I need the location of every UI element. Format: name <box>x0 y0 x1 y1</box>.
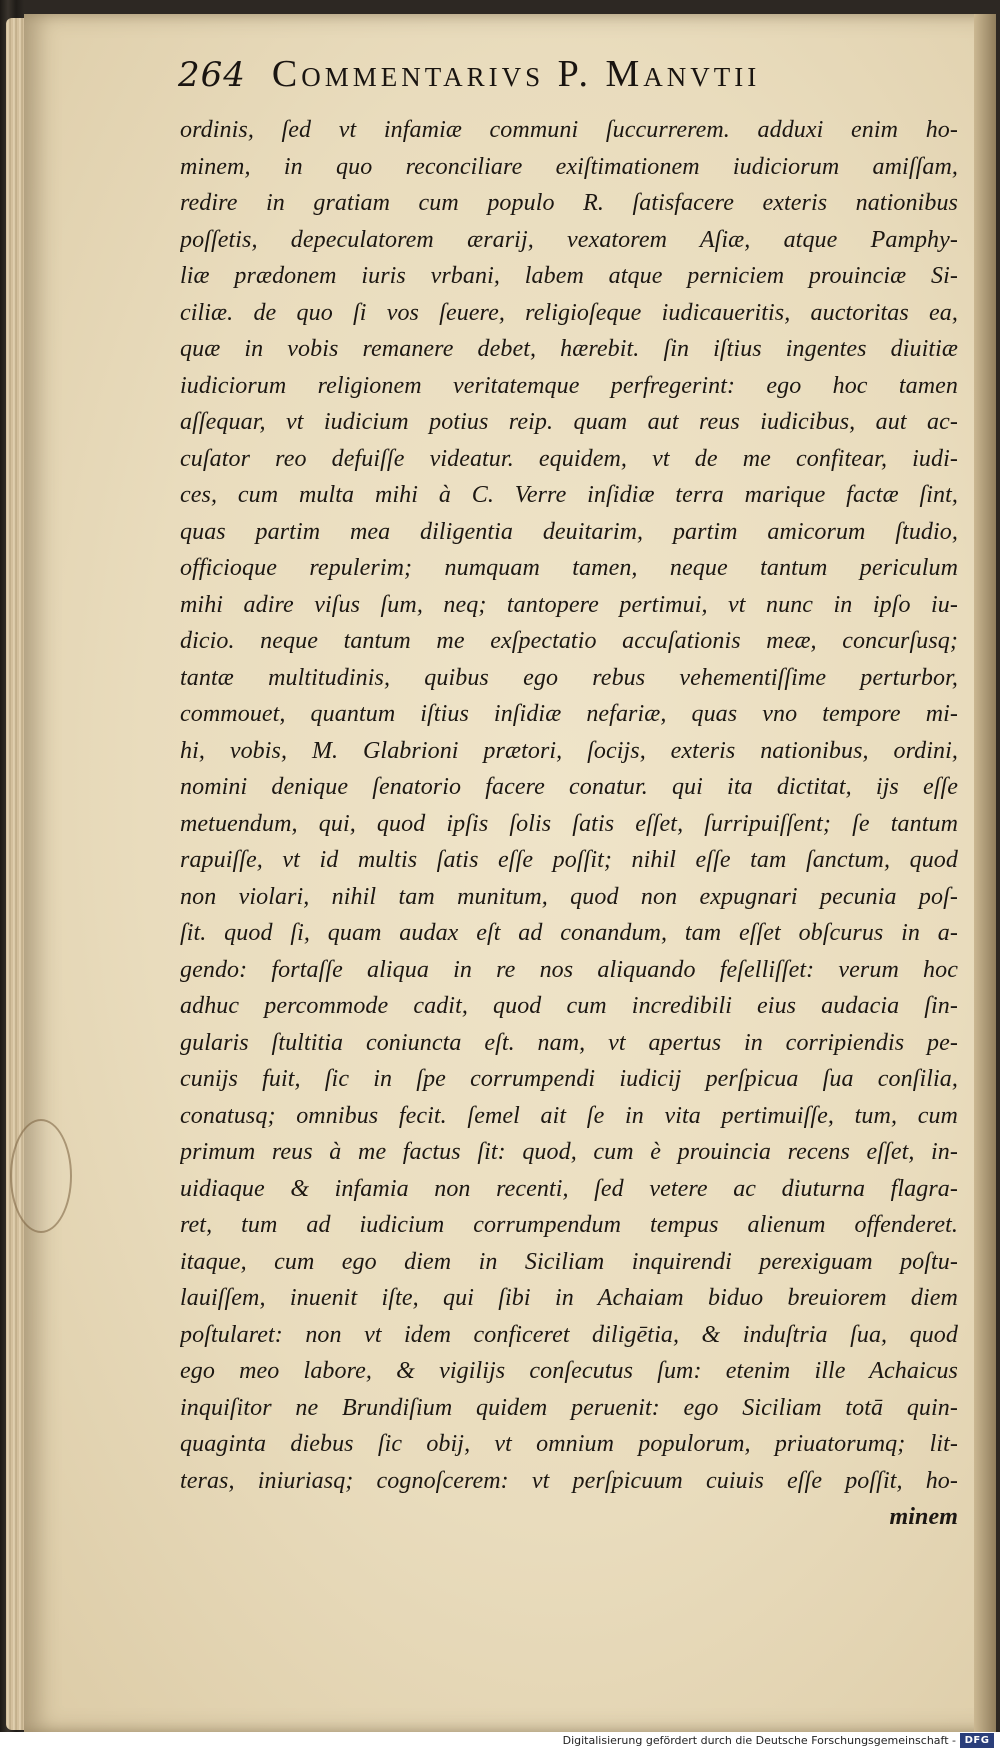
text-line: poſtularet: non vt idem conficeret diligētia, & induſtria ſua, quod <box>180 1321 958 1348</box>
text-line: mihi adire viſus ſum, neq; tantopere pertimui, vt nunc in ipſo iu- <box>180 591 958 618</box>
text-line: uidiaque & infamia non recenti, ſed vetere ac diuturna flagra- <box>180 1175 958 1202</box>
body-text <box>180 112 958 1536</box>
text-line: redire in gratiam cum populo R. ſatisfacere exteris nationibus <box>180 190 958 216</box>
text-line: officioque repulerim; numquam tamen, neque tantum periculum <box>180 555 958 581</box>
text-line: non violari, nihil tam munitum, quod non expugnari pecunia poſ- <box>180 883 958 910</box>
text-line: quæ in vobis remanere debet, hærebit. ſin iſtius ingentes diuitiæ <box>180 336 958 362</box>
text-line: ſit. quod ſi, quam audax eſt ad conandum, tam eſſet obſcurus in a- <box>180 920 958 946</box>
text-line: primum reus à me factus ſit: quod, cum è prouincia recens eſſet, in- <box>180 1139 958 1165</box>
text-line: itaque, cum ego diem in Siciliam inquirendi perexiguam poſtu- <box>180 1248 958 1275</box>
text-line: gularis ſtultitia coniuncta eſt. nam, vt apertus in corripiendis pe- <box>180 1029 958 1056</box>
text-line: conatusq; omnibus fecit. ſemel ait ſe in vita pertimuiſſe, tum, cum <box>180 1102 958 1129</box>
text-line: poſſetis, depeculatorem ærarij, vexatorem Aſiæ, atque Pamphy- <box>180 226 958 253</box>
text-line: liæ prædonem iuris vrbani, labem atque perniciem prouinciæ Si- <box>180 263 958 289</box>
text-line: teras, iniuriasq; cognoſcerem: vt perſpicuum cuiuis eſſe poſſit, ho- <box>180 1467 958 1494</box>
text-line: commouet, quantum iſtius inſidiæ nefariæ, quas vno tempore mi- <box>180 701 958 727</box>
text-line: cuſator reo defuiſſe videatur. equidem, vt de me confitear, iudi- <box>180 445 958 472</box>
digitization-credit: Digitalisierung gefördert durch die Deutsche Forschungsgemeinschaft - <box>562 1734 956 1747</box>
text-line: rapuiſſe, vt id multis ſatis eſſe poſſit; nihil eſſe tam ſanctum, quod <box>180 847 958 873</box>
page-header <box>178 52 938 108</box>
text-line: tantæ multitudinis, quibus ego rebus vehementiſſime perturbor, <box>180 664 958 691</box>
dfg-logo: DFG <box>960 1733 994 1748</box>
text-line: quas partim mea diligentia deuitarim, partim amicorum ſtudio, <box>180 518 958 545</box>
running-head: Commentarivs P. Manvtii <box>271 53 761 95</box>
text-line: minem, in quo reconciliare exiſtimationem iudiciorum amiſſam, <box>180 153 958 180</box>
text-line: cunijs fuit, ſic in ſpe corrumpendi iudicij perſpicua ſua conſilia, <box>180 1066 958 1092</box>
text-line: lauiſſem, inuenit iſte, qui ſibi in Achaiam biduo breuiorem diem <box>180 1285 958 1311</box>
right-margin-strip <box>974 14 996 1732</box>
text-line: metuendum, qui, quod ipſis ſolis ſatis eſſet, ſurripuiſſent; ſe tantum <box>180 810 958 837</box>
text-line: ego meo labore, & vigilijs conſecutus ſum: etenim ille Achaicus <box>180 1358 958 1384</box>
text-line: inquiſitor ne Brundiſium quidem peruenit: ego Siciliam totā quin- <box>180 1394 958 1421</box>
text-line: adhuc percommode cadit, quod cum incredibili eius audacia ſin- <box>180 993 958 1019</box>
text-line: gendo: fortaſſe aliqua in re nos aliquando feſelliſſet: verum hoc <box>180 956 958 983</box>
binding-ring-mark <box>10 1119 72 1233</box>
text-line: quaginta diebus ſic obij, vt omnium populorum, priuatorumq; lit- <box>180 1431 958 1457</box>
text-line: dicio. neque tantum me exſpectatio accuſationis meæ, concurſusq; <box>180 628 958 654</box>
text-line: hi, vobis, M. Glabrioni prætori, ſocijs, exteris nationibus, ordini, <box>180 737 958 764</box>
text-line: ordinis, ſed vt infamiæ communi ſuccurrerem. adduxi enim ho- <box>180 117 958 143</box>
text-line: ret, tum ad iudicium corrumpendum tempus alienum offenderet. <box>180 1212 958 1238</box>
text-line: ciliæ. de quo ſi vos ſeuere, religioſeque iudicaueritis, auctoritas ea, <box>180 299 958 326</box>
text-line: aſſequar, vt iudicium potius reip. quam aut reus iudicibus, aut ac- <box>180 409 958 435</box>
text-line: iudiciorum religionem veritatemque perfregerint: ego hoc tamen <box>180 372 958 399</box>
text-line: nomini denique ſenatorio facere conatur. qui ita dictitat, ijs eſſe <box>180 774 958 800</box>
page-number: 264 <box>178 55 246 95</box>
text-line: ces, cum multa mihi à C. Verre inſidiæ terra marique factæ ſint, <box>180 482 958 508</box>
catchword: minem <box>889 1504 958 1530</box>
